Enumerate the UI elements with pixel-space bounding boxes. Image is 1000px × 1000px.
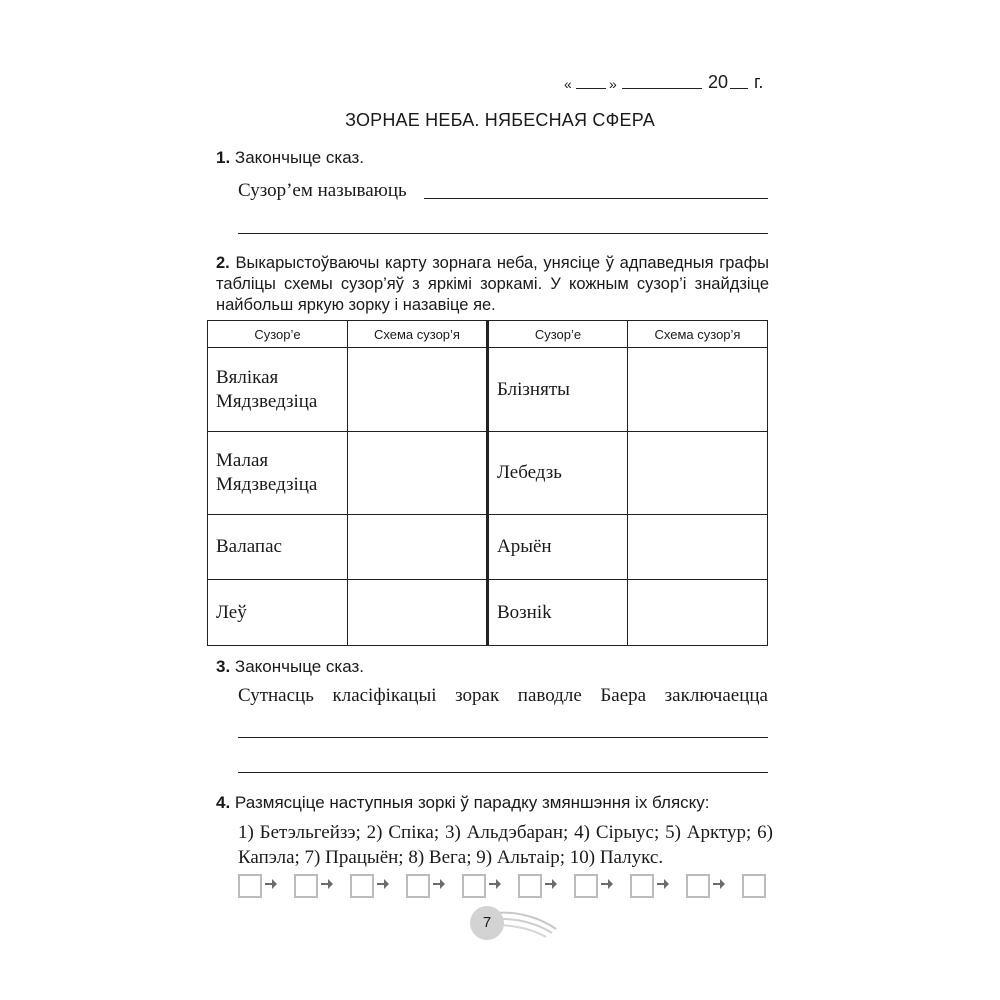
order-box[interactable] [630, 874, 654, 898]
answer-3-line-2[interactable] [238, 772, 768, 773]
year-suffix: г. [754, 72, 764, 92]
scheme-cell[interactable] [348, 580, 488, 646]
year-blank[interactable] [730, 88, 748, 89]
constellation-name: Блізняты [488, 348, 628, 432]
order-box[interactable] [462, 874, 486, 898]
answer-1-line-1[interactable] [424, 198, 768, 199]
table-row [208, 432, 768, 515]
arrow-right-icon [488, 877, 502, 891]
scheme-cell[interactable] [348, 348, 488, 432]
answer-3-line-1[interactable] [238, 737, 768, 738]
stars-list: 1) Бетэльгейзэ; 2) Спіка; 3) Альдэбаран; 4) Сірыус; 5) Арктур; 6) Капэла; 7) Працыён; 8) Вега; 9) Альтаір; 10) Палукс. [238, 822, 773, 868]
month-blank[interactable] [622, 88, 702, 89]
order-box[interactable] [294, 874, 318, 898]
constellation-name: Валапас [208, 515, 348, 580]
table-row [208, 580, 768, 646]
date-close-quote: » [609, 76, 617, 92]
arrow-right-icon [320, 877, 334, 891]
question-1-sentence: Сузор’ем называюць [238, 180, 407, 201]
question-3-number: 3. [216, 657, 231, 676]
question-2-prompt: Выкарыстоўваючы карту зорнага неба, унясіце ў адпаведныя графы табліцы схемы сузор’яў з яркімі зоркамі. У кожным сузор’і знайдзіце найбольш яркую зорку і назавіце яе. [216, 254, 769, 314]
scheme-cell[interactable] [348, 432, 488, 515]
day-blank[interactable] [576, 88, 606, 89]
constellation-name: Лебедзь [488, 432, 628, 515]
date-open-quote: « [564, 76, 572, 92]
page-title: ЗОРНАЕ НЕБА. НЯБЕСНАЯ СФЕРА [345, 110, 655, 130]
scheme-cell[interactable] [628, 432, 768, 515]
constellation-name: Леў [208, 580, 348, 646]
page-number: 7 [470, 906, 504, 940]
arrow-right-icon [432, 877, 446, 891]
table-row [208, 348, 768, 432]
order-box[interactable] [686, 874, 710, 898]
arrow-right-icon [600, 877, 614, 891]
constellation-name: Возніk [488, 580, 628, 646]
question-3-sentence: Сутнасць класіфікацыі зорак паводле Баера заключаецца [238, 685, 768, 706]
header-constellation-left: Сузор’е [208, 321, 348, 348]
arrow-right-icon [712, 877, 726, 891]
order-box[interactable] [518, 874, 542, 898]
constellation-name: Арыён [488, 515, 628, 580]
question-3-prompt: Закончыце сказ. [234, 657, 365, 676]
question-1-number: 1. [216, 148, 231, 167]
scheme-cell[interactable] [628, 348, 768, 432]
question-4 [216, 793, 710, 813]
question-1 [216, 148, 364, 168]
arrow-right-icon [544, 877, 558, 891]
date-line [560, 72, 770, 96]
header-scheme-left: Схема сузор’я [348, 321, 488, 348]
question-3 [216, 657, 364, 677]
year-prefix: 20 [708, 72, 729, 92]
arrow-right-icon [264, 877, 278, 891]
order-box[interactable] [574, 874, 598, 898]
order-box[interactable] [238, 874, 262, 898]
question-4-number: 4. [216, 793, 231, 812]
arrow-right-icon [376, 877, 390, 891]
order-box[interactable] [350, 874, 374, 898]
arrow-right-icon [656, 877, 670, 891]
order-box[interactable] [406, 874, 430, 898]
question-2-number: 2. [216, 254, 230, 272]
header-scheme-right: Схема сузор’я [628, 321, 768, 348]
question-2 [216, 253, 769, 316]
scheme-cell[interactable] [628, 580, 768, 646]
constellations-table [207, 320, 768, 646]
scheme-cell[interactable] [348, 515, 488, 580]
table-row [208, 515, 768, 580]
answer-1-line-2[interactable] [238, 233, 768, 234]
question-1-prompt: Закончыце сказ. [234, 148, 365, 167]
header-constellation-right: Сузор’е [488, 321, 628, 348]
order-box[interactable] [742, 874, 766, 898]
question-4-prompt: Размясціце наступныя зоркі ў парадку змяншэння іх бляску: [234, 793, 710, 812]
constellation-name: Малая Мядзведзіца [208, 432, 348, 515]
constellation-name: Вялікая Мядзведзіца [208, 348, 348, 432]
scheme-cell[interactable] [628, 515, 768, 580]
